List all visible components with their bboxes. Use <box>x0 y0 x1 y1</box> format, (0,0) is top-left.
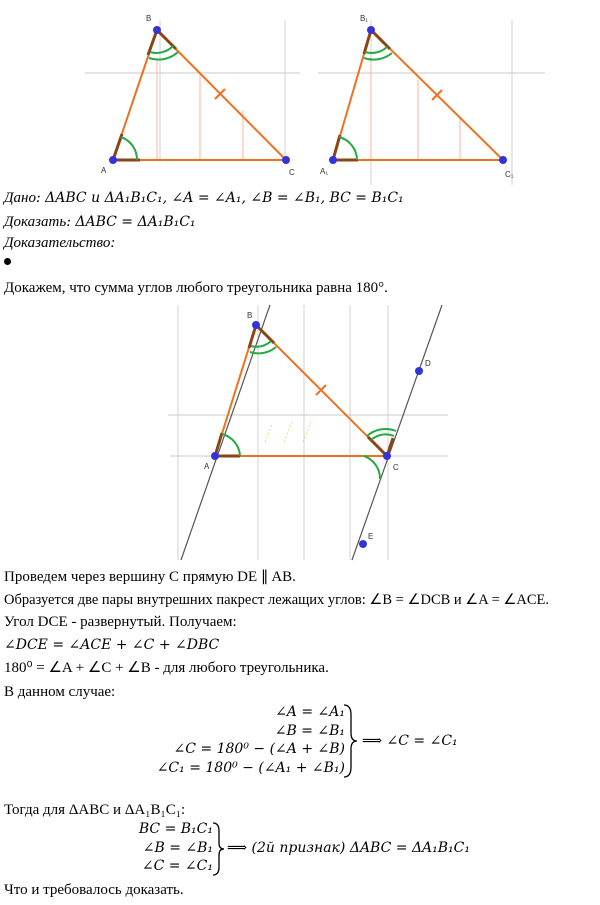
figure-parallel-line <box>168 305 448 560</box>
point-b <box>153 26 161 34</box>
then-text: Тогда для ΔABC и ΔA₁B₁C₁: <box>4 802 186 818</box>
step4-equation: ∠DCE = ∠ACE + ∠C + ∠DBC <box>4 637 220 653</box>
system1-brace <box>342 703 360 779</box>
figure-triangle-a1b1c1 <box>318 14 545 185</box>
step1-text: Проведем через вершину C прямую DE ∥ AB. <box>4 569 296 585</box>
step5-text: 180⁰ = ∠A + ∠C + ∠B - для любого треугольника. <box>4 660 329 676</box>
label-a1: A₁ <box>320 167 329 176</box>
prove-label: Доказать <box>4 214 67 230</box>
prove-text: : ΔABC = ΔA₁B₁C₁ <box>66 214 196 230</box>
system2-row: ∠C = ∠C₁ <box>141 858 213 874</box>
point-a <box>109 156 117 164</box>
system2-result: ⟹ (2й признак) ΔABC = ΔA₁B₁C₁ <box>227 840 470 856</box>
proof-label: Доказательство: <box>4 235 116 251</box>
label-a: A <box>101 166 107 175</box>
system1-rows <box>150 703 345 777</box>
system2-rows <box>120 820 213 876</box>
step6-text: В данном случае: <box>4 684 116 700</box>
conclusion-text: Что и требовалось доказать. <box>4 882 184 898</box>
given-line <box>4 189 404 207</box>
given-label: Дано <box>4 190 36 206</box>
label-e: E <box>368 532 374 541</box>
system2-row: BC = B₁C₁ <box>138 821 213 837</box>
prove-line <box>4 213 196 231</box>
point-c <box>282 156 290 164</box>
label-b: B <box>146 14 152 23</box>
label-c1: C₁ <box>505 170 514 179</box>
lemma-text: Докажем, что сумма углов любого треугольника равна 180°. <box>4 280 388 296</box>
label-c: C <box>289 168 295 177</box>
step2-text: Образуется две пары внутрешних пакрест лежащих углов: ∠B = ∠DCB и ∠A = ∠ACE. <box>4 592 550 608</box>
system1-row: ∠C = 180⁰ − (∠A + ∠B) <box>173 741 345 757</box>
label-d: D <box>425 359 431 368</box>
system1-row: ∠B = ∠B₁ <box>274 722 345 739</box>
label-b-2: B <box>247 311 253 320</box>
given-text: : ΔABC и ΔA₁B₁C₁, ∠A = ∠A₁, ∠B = ∠B₁, BC = B₁C₁ <box>36 190 404 206</box>
label-b1: B₁ <box>360 14 369 23</box>
system2-row: ∠B = ∠B₁ <box>142 839 213 856</box>
bullet-icon <box>4 258 11 265</box>
step3-text: Угол DCE - развернутый. Получаем: <box>4 614 237 630</box>
system1-result: ⟹ ∠C = ∠C₁ <box>362 733 458 749</box>
system2-brace <box>211 821 227 877</box>
system1-row: ∠A = ∠A₁ <box>275 704 345 720</box>
label-c-2: C <box>393 463 399 472</box>
system1-row: ∠C₁ = 180⁰ − (∠A₁ + ∠B₁) <box>156 759 345 776</box>
label-a-2: A <box>204 462 210 471</box>
figure-triangle-abc <box>85 14 300 177</box>
